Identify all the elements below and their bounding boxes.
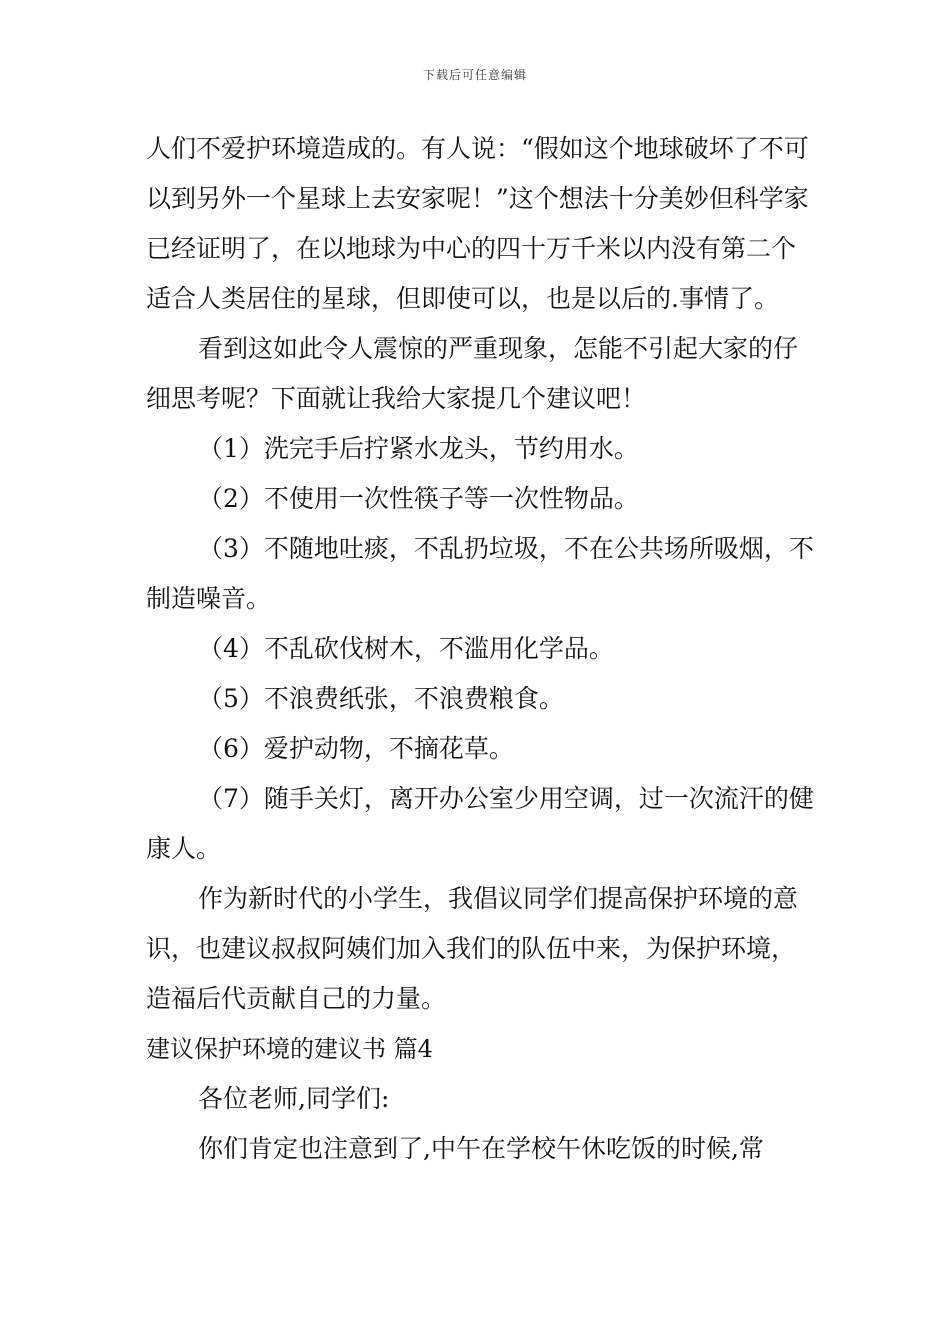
suggestion-item: （3）不随地吐痰，不乱扔垃圾，不在公共场所吸烟，不制造噪音。	[146, 534, 814, 613]
suggestion-item: （7）随手关灯，离开办公室少用空调，过一次流汗的健康人。	[146, 784, 814, 863]
section-title: 建议保护环境的建议书 篇4	[146, 1035, 433, 1063]
paragraph: 作为新时代的小学生，我倡议同学们提高保护环境的意识，也建议叔叔阿姨们加入我们的队伍中来，为保护环境，造福后代贡献自己的力量。	[146, 884, 799, 1013]
suggestion-item: （4）不乱砍伐树木，不滥用化学品。	[198, 634, 614, 663]
document-body	[146, 124, 814, 1174]
suggestion-item: （5）不浪费纸张，不浪费粮食。	[198, 684, 564, 713]
salutation: 各位老师,同学们:	[198, 1084, 390, 1113]
page-header: 下载后可任意编辑	[422, 68, 527, 82]
paragraph: 看到这如此令人震惊的严重现象，怎能不引起大家的仔细思考呢？下面就让我给大家提几个建议吧！	[146, 334, 799, 413]
suggestion-item: （6）爱护动物，不摘花草。	[198, 734, 514, 763]
suggestion-item: （2）不使用一次性筷子等一次性物品。	[198, 484, 639, 513]
paragraph: 你们肯定也注意到了,中午在学校午休吃饭的时候,常	[198, 1134, 764, 1163]
paragraph: 人们不爱护环境造成的。有人说：“假如这个地球破坏了不可以到另外一个星球上去安家呢！”这个想法十分美妙但科学家已经证明了，在以地球为中心的四十万千米以内没有第二个适合人类居住的星球，但即使可以，也是以后的.事情了。	[146, 134, 809, 313]
suggestion-item: （1）洗完手后拧紧水龙头，节约用水。	[198, 434, 639, 463]
